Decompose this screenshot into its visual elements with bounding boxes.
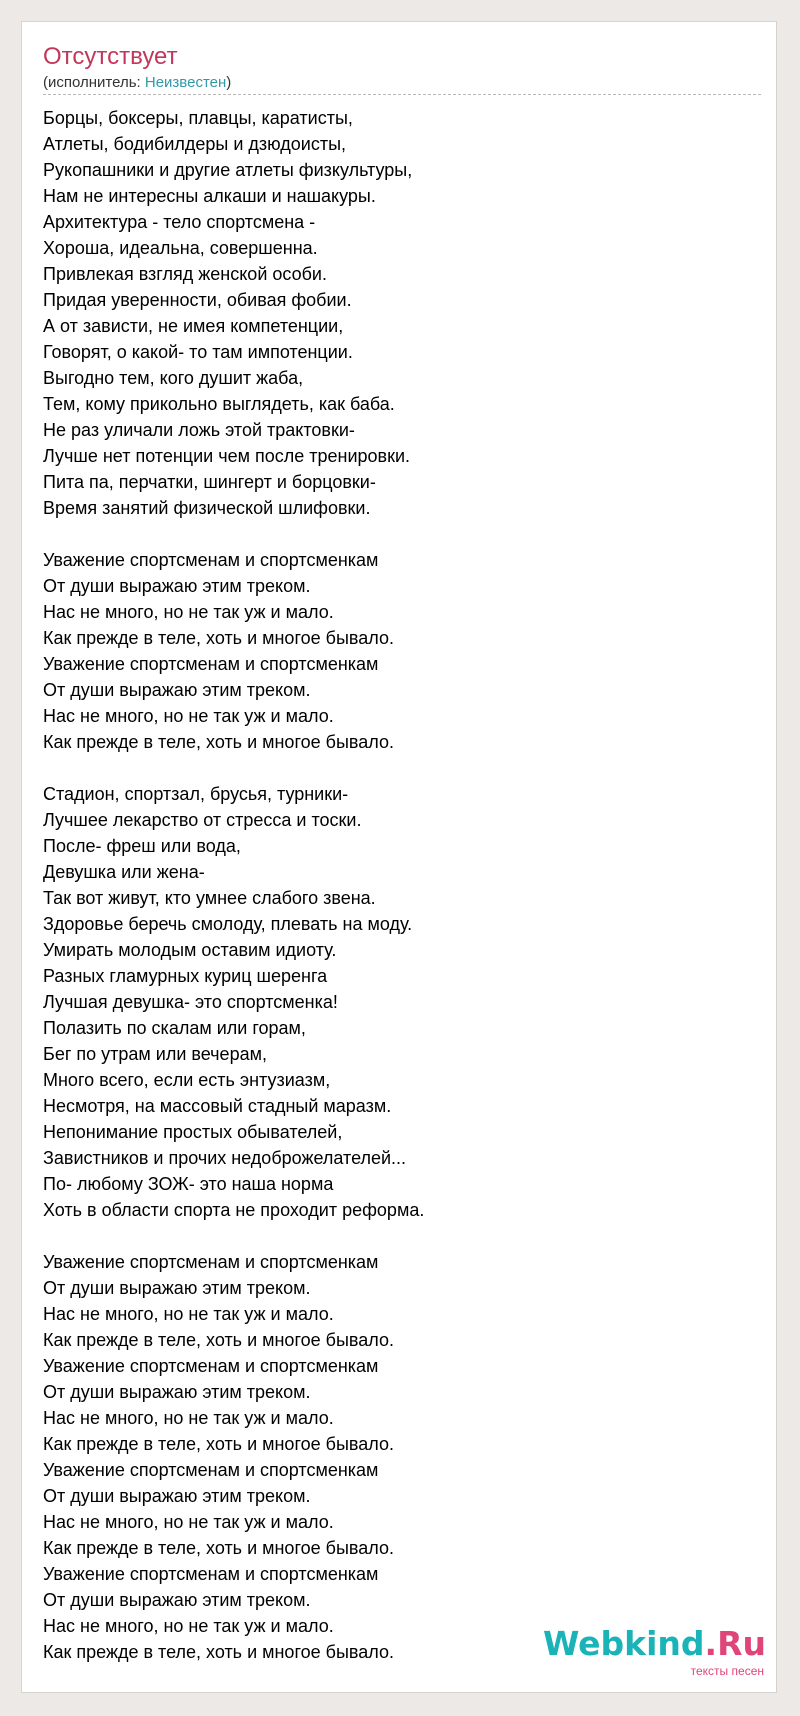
lyric-line: От души выражаю этим треком. [43,1590,311,1610]
lyric-line: После- фреш или вода, [43,836,241,856]
lyric-line: Так вот живут, кто умнее слабого звена. [43,888,376,908]
lyric-line: Не раз уличали ложь этой трактовки- [43,420,355,440]
lyric-line: Тем, кому прикольно выглядеть, как баба. [43,394,395,414]
lyric-line: Архитектура - тело спортсмена - [43,212,316,232]
lyric-line: От души выражаю этим треком. [43,576,311,596]
lyric-line: Как прежде в теле, хоть и многое бывало. [43,628,394,648]
lyric-line: Говорят, о какой- то там импотенции. [43,342,353,362]
logo-brand: Webkind [542,1624,705,1663]
lyric-line: Нас не много, но не так уж и мало. [43,602,334,622]
lyric-line: Как прежде в теле, хоть и многое бывало. [43,1330,394,1350]
lyric-line: Много всего, если есть энтузиазм, [43,1070,331,1090]
lyric-line: От души выражаю этим треком. [43,1382,311,1402]
lyrics-stanza [43,547,743,755]
lyric-line: Уважение спортсменам и спортсменкам [43,1252,379,1272]
lyric-line: Как прежде в теле, хоть и многое бывало. [43,1434,394,1454]
lyrics-stanza [43,781,743,1223]
lyric-line: Умирать молодым оставим идиоту. [43,940,337,960]
lyric-line: Хоть в области спорта не проходит реформа. [43,1200,425,1220]
lyric-line: Нас не много, но не так уж и мало. [43,1512,334,1532]
lyric-line: Полазить по скалам или горам, [43,1018,306,1038]
logo-tagline: тексты песен [690,1664,764,1678]
lyric-line: Как прежде в теле, хоть и многое бывало. [43,732,394,752]
lyrics-stanza [43,105,743,521]
lyric-line: Придая уверенности, обивая фобии. [43,290,352,310]
song-title: Отсутствует [43,43,178,70]
lyric-line: Лучше нет потенции чем после тренировки. [43,446,411,466]
lyric-line: Как прежде в теле, хоть и многое бывало. [43,1642,394,1662]
lyric-line: Уважение спортсменам и спортсменкам [43,550,379,570]
lyric-line: Завистников и прочих недоброжелателей... [43,1148,407,1168]
lyric-line: От души выражаю этим треком. [43,1486,311,1506]
lyric-line: Бег по утрам или вечерам, [43,1044,267,1064]
site-logo[interactable] [542,1624,766,1680]
artist-suffix: ) [226,74,232,91]
lyric-line: А от зависти, не имея компетенции, [43,316,344,336]
lyric-line: Привлекая взгляд женской особи. [43,264,327,284]
lyric-line: Здоровье беречь смолоду, плевать на моду. [43,914,413,934]
lyric-line: Пита па, перчатки, шингерт и борцовки- [43,472,376,492]
artist-prefix: (исполнитель: [43,74,145,91]
lyric-line: Рукопашники и другие атлеты физкультуры, [43,160,413,180]
lyric-line: Хороша, идеальна, совершенна. [43,238,318,258]
lyric-line: Нас не много, но не так уж и мало. [43,1616,334,1636]
lyrics-stanza [43,1249,743,1665]
lyric-line: От души выражаю этим треком. [43,680,311,700]
lyric-line: Как прежде в теле, хоть и многое бывало. [43,1538,394,1558]
lyric-line: Атлеты, бодибилдеры и дзюдоисты, [43,134,347,154]
lyric-line: Уважение спортсменам и спортсменкам [43,1460,379,1480]
lyric-line: Нас не много, но не так уж и мало. [43,1304,334,1324]
lyric-line: Борцы, боксеры, плавцы, каратисты, [43,108,353,128]
lyric-line: Нас не много, но не так уж и мало. [43,706,334,726]
lyric-line: Нас не много, но не так уж и мало. [43,1408,334,1428]
lyric-line: Лучшая девушка- это спортсменка! [43,992,338,1012]
lyric-line: Время занятий физической шлифовки. [43,498,371,518]
lyric-line: Нам не интересны алкаши и нашакуры. [43,186,376,206]
lyric-line: Несмотря, на массовый стадный маразм. [43,1096,392,1116]
lyrics-card [21,21,777,1693]
lyric-line: Разных гламурных куриц шеренга [43,966,328,986]
artist-link[interactable]: Неизвестен [144,74,227,91]
logo-tld: .Ru [704,1624,766,1663]
artist-line [43,73,231,93]
lyric-line: Выгодно тем, кого душит жаба, [43,368,304,388]
lyric-line: Уважение спортсменам и спортсменкам [43,1564,379,1584]
title-divider [43,94,761,95]
lyric-line: Уважение спортсменам и спортсменкам [43,654,379,674]
lyric-line: Уважение спортсменам и спортсменкам [43,1356,379,1376]
lyric-line: Девушка или жена- [43,862,205,882]
lyrics-body [43,105,743,1691]
lyric-line: Непонимание простых обывателей, [43,1122,343,1142]
lyric-line: Лучшее лекарство от стресса и тоски. [43,810,362,830]
lyric-line: От души выражаю этим треком. [43,1278,311,1298]
logo-wordmark [543,1624,766,1664]
lyric-line: Стадион, спортзал, брусья, турники- [43,784,349,804]
lyric-line: По- любому ЗОЖ- это наша норма [43,1174,334,1194]
